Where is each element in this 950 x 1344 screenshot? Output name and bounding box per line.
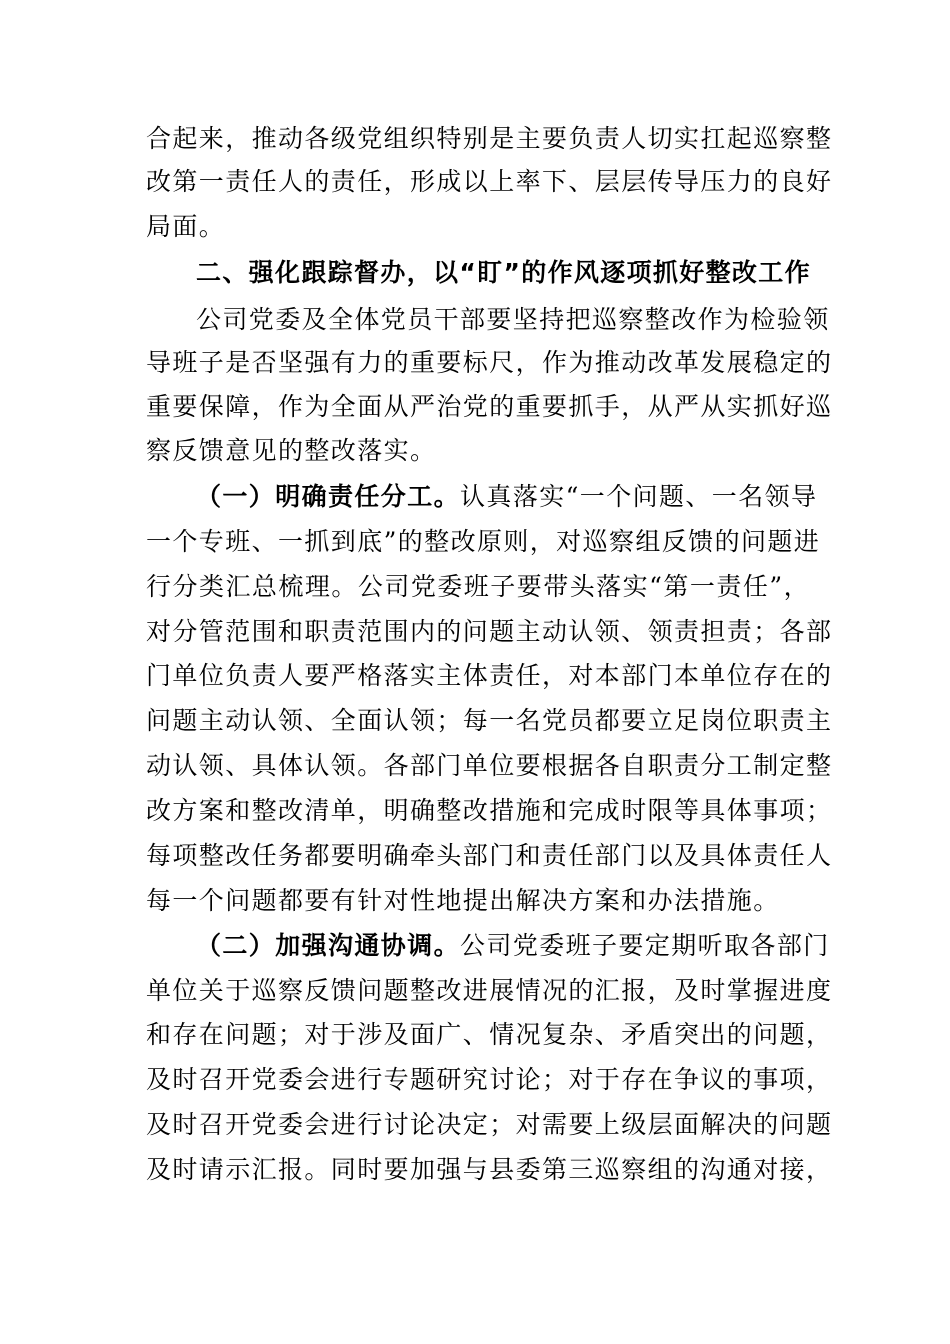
body-line: 一个专班、一抓到底”的整改原则，对巡察组反馈的问题进 xyxy=(146,527,821,556)
body-line: 导班子是否坚强有力的重要标尺，作为推动改革发展稳定的 xyxy=(146,348,833,377)
subheading-responsibility: （一）明确责任分工。 xyxy=(196,482,461,511)
body-line: 察反馈意见的整改落实。 xyxy=(146,436,437,465)
body-text: 公司党委班子要定期听取各部门 xyxy=(460,931,830,960)
body-line: 改第一责任人的责任，形成以上率下、层层传导压力的良好 xyxy=(146,167,833,196)
body-line: 每项整改任务都要明确牵头部门和责任部门以及具体责任人 xyxy=(146,841,833,870)
subheading-communication: （二）加强沟通协调。 xyxy=(196,931,461,960)
body-line: 重要保障，作为全面从严治党的重要抓手，从严从实抓好巡 xyxy=(146,392,833,421)
body-text: 认真落实“一个问题、一名领导 xyxy=(460,482,818,511)
paragraph-first-line xyxy=(196,475,818,519)
body-line: 问题主动认领、全面认领；每一名党员都要立足岗位职责主 xyxy=(146,706,833,735)
body-line: 和存在问题；对于涉及面广、情况复杂、矛盾突出的问题， xyxy=(146,1020,833,1049)
body-line: 及时召开党委会进行讨论决定；对需要上级层面解决的问题 xyxy=(146,1110,833,1139)
paragraph-first-line xyxy=(196,924,830,968)
body-line: 动认领、具体认领。各部门单位要根据各自职责分工制定整 xyxy=(146,751,833,780)
body-line: 公司党委及全体党员干部要坚持把巡察整改作为检验领 xyxy=(196,305,830,334)
body-line: 改方案和整改清单，明确整改措施和完成时限等具体事项； xyxy=(146,796,833,825)
body-line: 及时请示汇报。同时要加强与县委第三巡察组的沟通对接， xyxy=(146,1155,833,1184)
section-heading: 二、强化跟踪督办，以“盯”的作风逐项抓好整改工作 xyxy=(196,258,810,287)
body-line: 合起来，推动各级党组织特别是主要负责人切实扛起巡察整 xyxy=(146,124,833,153)
body-line: 及时召开党委会进行专题研究讨论；对于存在争议的事项， xyxy=(146,1065,833,1094)
body-line: 门单位负责人要严格落实主体责任，对本部门本单位存在的 xyxy=(146,661,833,690)
body-line: 单位关于巡察反馈问题整改进展情况的汇报，及时掌握进度 xyxy=(146,976,833,1005)
body-line: 对分管范围和职责范围内的问题主动认领、领责担责；各部 xyxy=(146,617,833,646)
body-line: 局面。 xyxy=(146,212,226,241)
body-line: 行分类汇总梳理。公司党委班子要带头落实“第一责任”， xyxy=(146,572,810,601)
body-line: 每一个问题都要有针对性地提出解决方案和办法措施。 xyxy=(146,886,780,915)
